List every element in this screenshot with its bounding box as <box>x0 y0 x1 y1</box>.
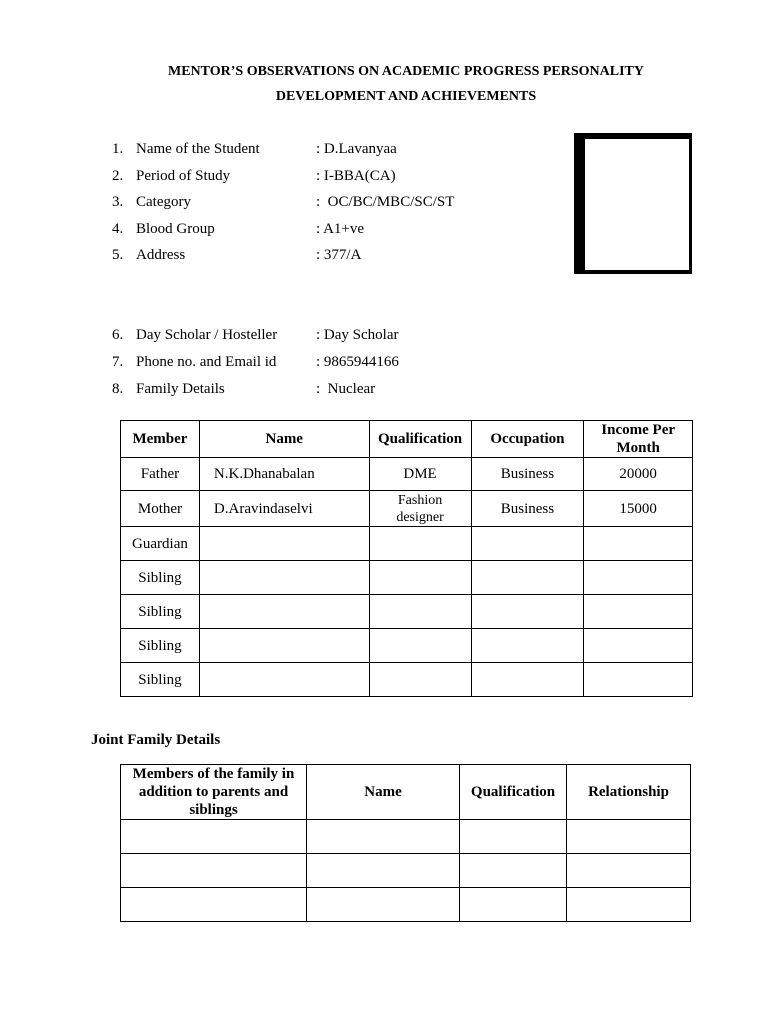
info-number: 3. <box>112 194 124 210</box>
joint-family-heading: Joint Family Details <box>91 732 221 748</box>
income-cell <box>584 527 693 561</box>
qualification-cell <box>369 561 471 595</box>
occupation-cell <box>471 663 584 697</box>
column-header-member: Member <box>121 421 200 458</box>
qualification-cell: Fashion designer <box>369 491 471 527</box>
column-header-qualification: Qualification <box>460 765 567 820</box>
joint-family-table <box>120 764 691 922</box>
info-label: Address <box>136 247 186 263</box>
info-value: : OC/BC/MBC/SC/ST <box>316 194 455 210</box>
member-cell: Sibling <box>121 595 200 629</box>
qualification-cell <box>369 629 471 663</box>
info-number: 6. <box>112 327 124 343</box>
member-cell: Sibling <box>121 629 200 663</box>
column-header-occupation: Occupation <box>471 421 584 458</box>
members-cell <box>121 820 307 854</box>
occupation-cell <box>471 527 584 561</box>
qualification-cell <box>369 663 471 697</box>
info-value: : 9865944166 <box>316 354 399 370</box>
member-cell: Sibling <box>121 561 200 595</box>
document-title-line-1: MENTOR’S OBSERVATIONS ON ACADEMIC PROGRESS PERSONALITY <box>168 64 644 79</box>
income-cell: 15000 <box>584 491 693 527</box>
column-header-members: Members of the family in addition to parents and siblings <box>121 765 307 820</box>
income-cell <box>584 663 693 697</box>
table-row <box>121 663 693 697</box>
name-cell <box>199 595 369 629</box>
income-cell <box>584 629 693 663</box>
info-number: 4. <box>112 221 124 237</box>
member-cell: Sibling <box>121 663 200 697</box>
name-cell <box>199 527 369 561</box>
income-cell <box>584 561 693 595</box>
occupation-cell <box>471 595 584 629</box>
document-title-line-2: DEVELOPMENT AND ACHIEVEMENTS <box>275 89 537 104</box>
photo-placeholder <box>574 133 692 274</box>
info-value: : 377/A <box>316 247 362 263</box>
member-cell: Mother <box>121 491 200 527</box>
table-row <box>121 629 693 663</box>
column-header-qualification: Qualification <box>369 421 471 458</box>
info-number: 7. <box>112 354 124 370</box>
table-row <box>121 491 693 527</box>
info-number: 8. <box>112 381 124 397</box>
occupation-cell <box>471 629 584 663</box>
table-header-row <box>121 765 691 820</box>
info-number: 1. <box>112 141 124 157</box>
member-cell: Father <box>121 458 200 491</box>
members-cell <box>121 854 307 888</box>
column-header-name: Name <box>199 421 369 458</box>
column-header-relationship: Relationship <box>567 765 691 820</box>
qualification-cell <box>369 527 471 561</box>
table-row <box>121 854 691 888</box>
relationship-cell <box>567 888 691 922</box>
name-cell <box>307 888 460 922</box>
occupation-cell <box>471 561 584 595</box>
table-row <box>121 561 693 595</box>
qualification-cell <box>369 595 471 629</box>
income-cell <box>584 595 693 629</box>
name-cell <box>307 854 460 888</box>
info-number: 2. <box>112 168 124 184</box>
table-row <box>121 458 693 491</box>
table-row <box>121 527 693 561</box>
income-cell: 20000 <box>584 458 693 491</box>
column-header-name: Name <box>307 765 460 820</box>
qualification-cell <box>460 888 567 922</box>
info-label: Name of the Student <box>136 141 260 157</box>
table-header-row <box>121 421 693 458</box>
qualification-cell <box>460 820 567 854</box>
info-label: Phone no. and Email id <box>136 354 277 370</box>
info-value: : A1+ve <box>316 221 365 237</box>
family-details-table <box>120 420 693 697</box>
relationship-cell <box>567 820 691 854</box>
name-cell <box>199 663 369 697</box>
occupation-cell: Business <box>471 491 584 527</box>
table-row <box>121 888 691 922</box>
relationship-cell <box>567 854 691 888</box>
member-cell: Guardian <box>121 527 200 561</box>
info-number: 5. <box>112 247 124 263</box>
name-cell <box>199 629 369 663</box>
info-label: Category <box>136 194 191 210</box>
info-label: Blood Group <box>136 221 215 237</box>
info-label: Period of Study <box>136 168 231 184</box>
info-value: : D.Lavanyaa <box>316 141 397 157</box>
table-row <box>121 820 691 854</box>
info-value: : Day Scholar <box>316 327 399 343</box>
info-label: Family Details <box>136 381 225 397</box>
info-value: : I-BBA(CA) <box>316 168 396 184</box>
members-cell <box>121 888 307 922</box>
info-label: Day Scholar / Hosteller <box>136 327 278 343</box>
name-cell: D.Aravindaselvi <box>199 491 369 527</box>
name-cell: N.K.Dhanabalan <box>199 458 369 491</box>
qualification-cell: DME <box>369 458 471 491</box>
info-value: : Nuclear <box>316 381 376 397</box>
occupation-cell: Business <box>471 458 584 491</box>
name-cell <box>199 561 369 595</box>
column-header-income: Income Per Month <box>584 421 693 458</box>
name-cell <box>307 820 460 854</box>
qualification-cell <box>460 854 567 888</box>
table-row <box>121 595 693 629</box>
